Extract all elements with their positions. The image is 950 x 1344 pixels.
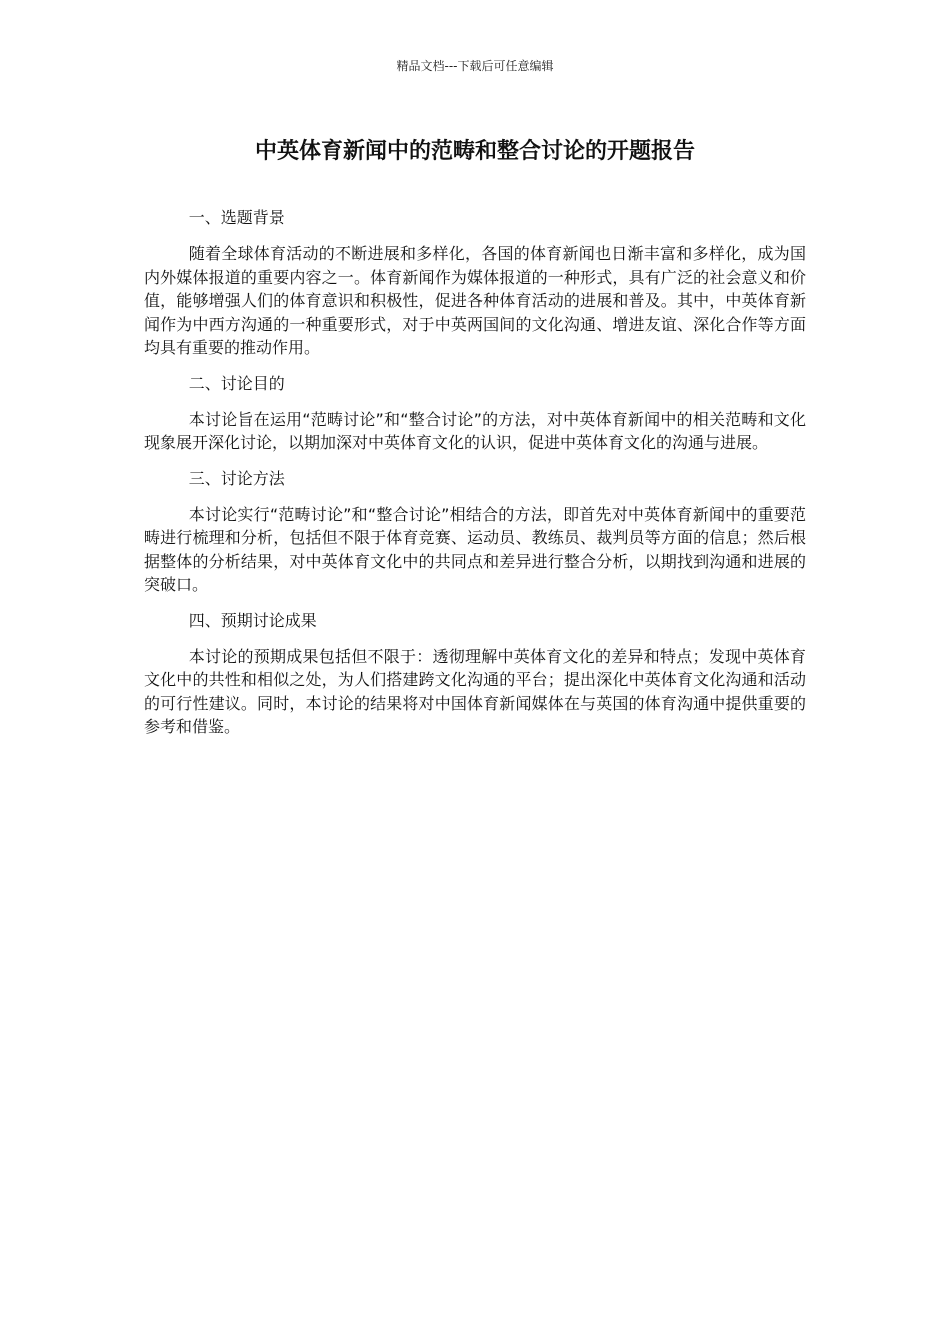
document-title: 中英体育新闻中的范畴和整合讨论的开题报告	[254, 139, 695, 164]
section-paragraph: 本讨论旨在运用“范畴讨论”和“整合讨论”的方法，对中英体育新闻中的相关范畴和文化现象展开深化讨论，以期加深对中英体育文化的认识，促进中英体育文化的沟通与进展。	[144, 409, 806, 452]
section-background	[144, 206, 806, 360]
section-paragraph: 本讨论实行“范畴讨论”和“整合讨论”相结合的方法，即首先对中英体育新闻中的重要范畴进行梳理和分析，包括但不限于体育竞赛、运动员、教练员、裁判员等方面的信息；然后根据整体的分析结果，对中英体育文化中的共同点和差异进行整合分析，以期找到沟通和进展的突破口。	[144, 504, 806, 594]
section-paragraph: 本讨论的预期成果包括但不限于：透彻理解中英体育文化的差异和特点；发现中英体育文化中的共性和相似之处，为人们搭建跨文化沟通的平台；提出深化中英体育文化沟通和活动的可行性建议。同时，本讨论的结果将对中国体育新闻媒体在与英国的体育沟通中提供重要的参考和借鉴。	[144, 646, 806, 736]
section-heading: 一、选题背景	[188, 208, 285, 227]
section-purpose	[144, 372, 806, 455]
section-paragraph: 随着全球体育活动的不断进展和多样化，各国的体育新闻也日渐丰富和多样化，成为国内外媒体报道的重要内容之一。体育新闻作为媒体报道的一种形式，具有广泛的社会意义和价值，能够增强人们的体育意识和积极性，促进各种体育活动的进展和普及。其中，中英体育新闻作为中西方沟通的一种重要形式，对于中英两国间的文化沟通、增进友谊、深化合作等方面均具有重要的推动作用。	[144, 244, 806, 357]
section-expected-results	[144, 609, 806, 739]
section-heading: 三、讨论方法	[188, 468, 285, 488]
section-heading: 四、预期讨论成果	[188, 610, 317, 630]
section-heading: 二、讨论目的	[188, 373, 285, 393]
document-body	[144, 206, 806, 751]
section-method	[144, 467, 806, 597]
header-watermark: 精品文档---下载后可任意编辑	[396, 59, 554, 73]
